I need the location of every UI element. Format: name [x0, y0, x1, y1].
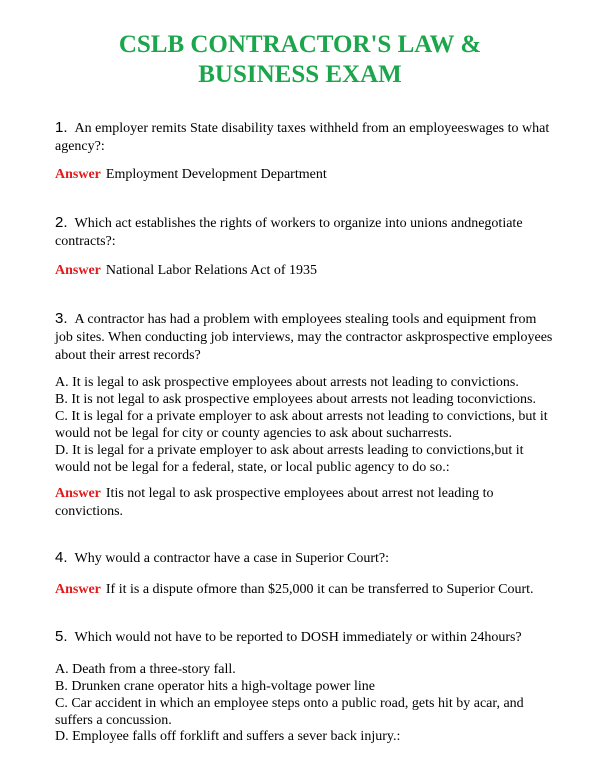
- answer-text: If it is a dispute ofmore than $25,000 it can be transferred to Superior Court.: [105, 582, 534, 597]
- question-3: [55, 310, 555, 365]
- option-d: D. It is legal for a private employer to ask about arrests leading to convictions,but it would not be legal for a federal, state, or local public agency to do so.:: [55, 443, 524, 475]
- answer-label: Answer: [55, 263, 101, 278]
- answer-label: Answer: [55, 582, 101, 597]
- option-c: C. It is legal for a private employer to ask about arrests not leading to convictions, but it would not be legal for city or county agencies to ask about sucharrests.: [55, 409, 548, 441]
- question-2: [55, 214, 555, 251]
- answer-text: Itis not legal to ask prospective employees about arrest not leading to convictions.: [55, 486, 494, 519]
- question-5: [55, 628, 555, 647]
- question-text: A contractor has had a problem with employees stealing tools and equipment from job sites. When conducting job interviews, may the contractor askprospective employees about their arrest records?: [55, 312, 553, 363]
- question-text: An employer remits State disability taxes withheld from an employeeswages to what agency?:: [55, 121, 550, 154]
- title-line-2: BUSINESS EXAM: [198, 61, 402, 88]
- question-1: [55, 119, 555, 156]
- question-number: 4.: [55, 549, 68, 566]
- document-title: [0, 30, 600, 90]
- question-number: 3.: [55, 310, 68, 327]
- option-a: A. It is legal to ask prospective employees about arrests not leading to convictions.: [55, 375, 519, 390]
- question-text: Which would not have to be reported to DOSH immediately or within 24hours?: [74, 630, 522, 645]
- option-a: A. Death from a three-story fall.: [55, 662, 236, 677]
- answer-1: [55, 166, 555, 184]
- option-b: B. Drunken crane operator hits a high-voltage power line: [55, 679, 375, 694]
- question-number: 2.: [55, 214, 68, 231]
- option-d: D. Employee falls off forklift and suffers a sever back injury.:: [55, 729, 401, 744]
- answer-label: Answer: [55, 167, 101, 182]
- option-b: B. It is not legal to ask prospective employees about arrests not leading toconvictions.: [55, 392, 536, 407]
- answer-text: Employment Development Department: [105, 167, 327, 182]
- answer-4: [55, 581, 555, 599]
- question-number: 1.: [55, 119, 68, 136]
- title-line-1: CSLB CONTRACTOR'S LAW &: [118, 31, 482, 58]
- question-text: Why would a contractor have a case in Superior Court?:: [74, 551, 390, 566]
- answer-2: [55, 262, 555, 280]
- answer-text: National Labor Relations Act of 1935: [105, 263, 318, 278]
- answer-3: [55, 485, 555, 521]
- option-c: C. Car accident in which an employee steps onto a public road, gets hit by acar, and suffers a concussion.: [55, 696, 524, 728]
- question-text: Which act establishes the rights of workers to organize into unions andnegotiate contracts?:: [55, 216, 523, 249]
- answer-label: Answer: [55, 486, 101, 501]
- question-number: 5.: [55, 628, 68, 645]
- question-4: [55, 549, 555, 568]
